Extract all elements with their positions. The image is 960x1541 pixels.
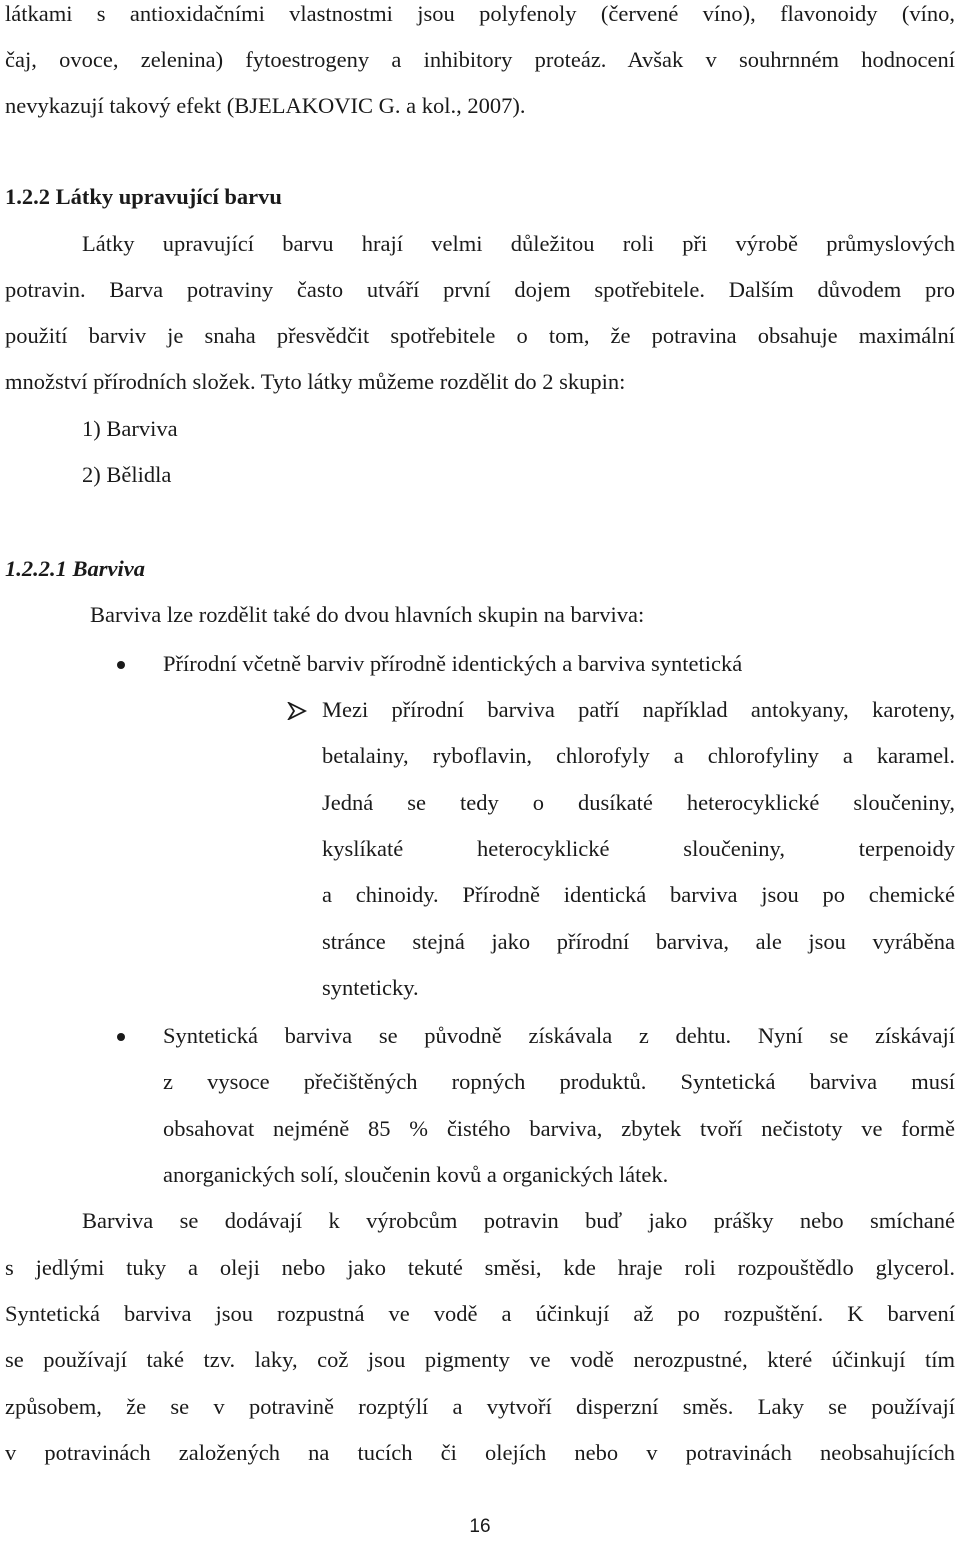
sub-line-2: betalainy, ryboflavin, chlorofyly a chlorofyliny a karamel. [322, 743, 955, 768]
closing-line-6: v potravinách založených na tucích či olejích nebo v potravinách neobsahujících [5, 1440, 955, 1465]
bullet-dot-icon [117, 661, 125, 669]
bullet-1-text: Přírodní včetně barviv přírodně identických a barviva syntetická [163, 651, 743, 676]
intro-line-3: nevykazují takový efekt (BJELAKOVIC G. a kol., 2007). [5, 93, 526, 118]
page-number: 16 [469, 1516, 491, 1537]
intro-line-2: čaj, ovoce, zelenina) fytoestrogeny a inhibitory proteáz. Avšak v souhrnném hodnocení [5, 47, 955, 72]
closing-line-1: Barviva se dodávají k výrobcům potravin buď jako prášky nebo smíchané [82, 1208, 955, 1233]
intro-line-1: látkami s antioxidačními vlastnostmi jsou polyfenoly (červené víno), flavonoidy (víno, [5, 1, 955, 26]
bullet-dot-icon [117, 1033, 125, 1041]
section-122-line-3: použití barviv je snaha přesvědčit spotřebitele o tom, že potravina obsahuje maximální [5, 323, 955, 348]
sub-line-1: Mezi přírodní barviva patří například antokyany, karoteny, [322, 697, 955, 722]
sub-line-6: stránce stejná jako přírodní barviva, ale jsou vyráběna [322, 929, 955, 954]
section-heading-1-2-2-1: 1.2.2.1 Barviva [5, 556, 145, 581]
sub-line-3: Jedná se tedy o dusíkaté heterocyklické sloučeniny, [322, 790, 955, 815]
bullet-2-line-1: Syntetická barviva se původně získávala z dehtu. Nyní se získávají [163, 1023, 955, 1048]
section-122-line-4: množství přírodních složek. Tyto látky můžeme rozdělit do 2 skupin: [5, 369, 626, 394]
section-1221-intro: Barviva lze rozdělit také do dvou hlavních skupin na barviva: [90, 602, 645, 627]
section-heading-1-2-2: 1.2.2 Látky upravující barvu [5, 184, 282, 209]
bullet-2-line-2: z vysoce přečištěných ropných produktů. Syntetická barviva musí [163, 1069, 955, 1094]
arrow-bullet-icon [287, 702, 307, 720]
section-122-line-1: Látky upravující barvu hrají velmi důležitou roli při výrobě průmyslových [82, 231, 955, 256]
sub-line-5: a chinoidy. Přírodně identická barviva jsou po chemické [322, 882, 955, 907]
closing-line-2: s jedlými tuky a oleji nebo jako tekuté směsi, kde hraje roli rozpouštědlo glycerol. [5, 1255, 955, 1280]
section-122-line-2: potravin. Barva potraviny často utváří první dojem spotřebitele. Dalším důvodem pro [5, 277, 955, 302]
list-item-barviva: 1) Barviva [82, 416, 178, 441]
sub-line-7: synteticky. [322, 975, 419, 1000]
closing-line-3: Syntetická barviva jsou rozpustná ve vodě a účinkují až po rozpuštění. K barvení [5, 1301, 955, 1326]
bullet-2-line-4: anorganických solí, sloučenin kovů a organických látek. [163, 1162, 669, 1187]
sub-line-4: kyslíkaté heterocyklické sloučeniny, terpenoidy [322, 836, 955, 861]
closing-line-4: se používají také tzv. laky, což jsou pigmenty ve vodě nerozpustné, které účinkují tím [5, 1347, 955, 1372]
list-item-belidla: 2) Bělidla [82, 462, 172, 487]
closing-line-5: způsobem, že se v potravině rozptýlí a vytvoří disperzní směs. Laky se používají [5, 1394, 955, 1419]
bullet-2-line-3: obsahovat nejméně 85 % čistého barviva, zbytek tvoří nečistoty ve formě [163, 1116, 955, 1141]
